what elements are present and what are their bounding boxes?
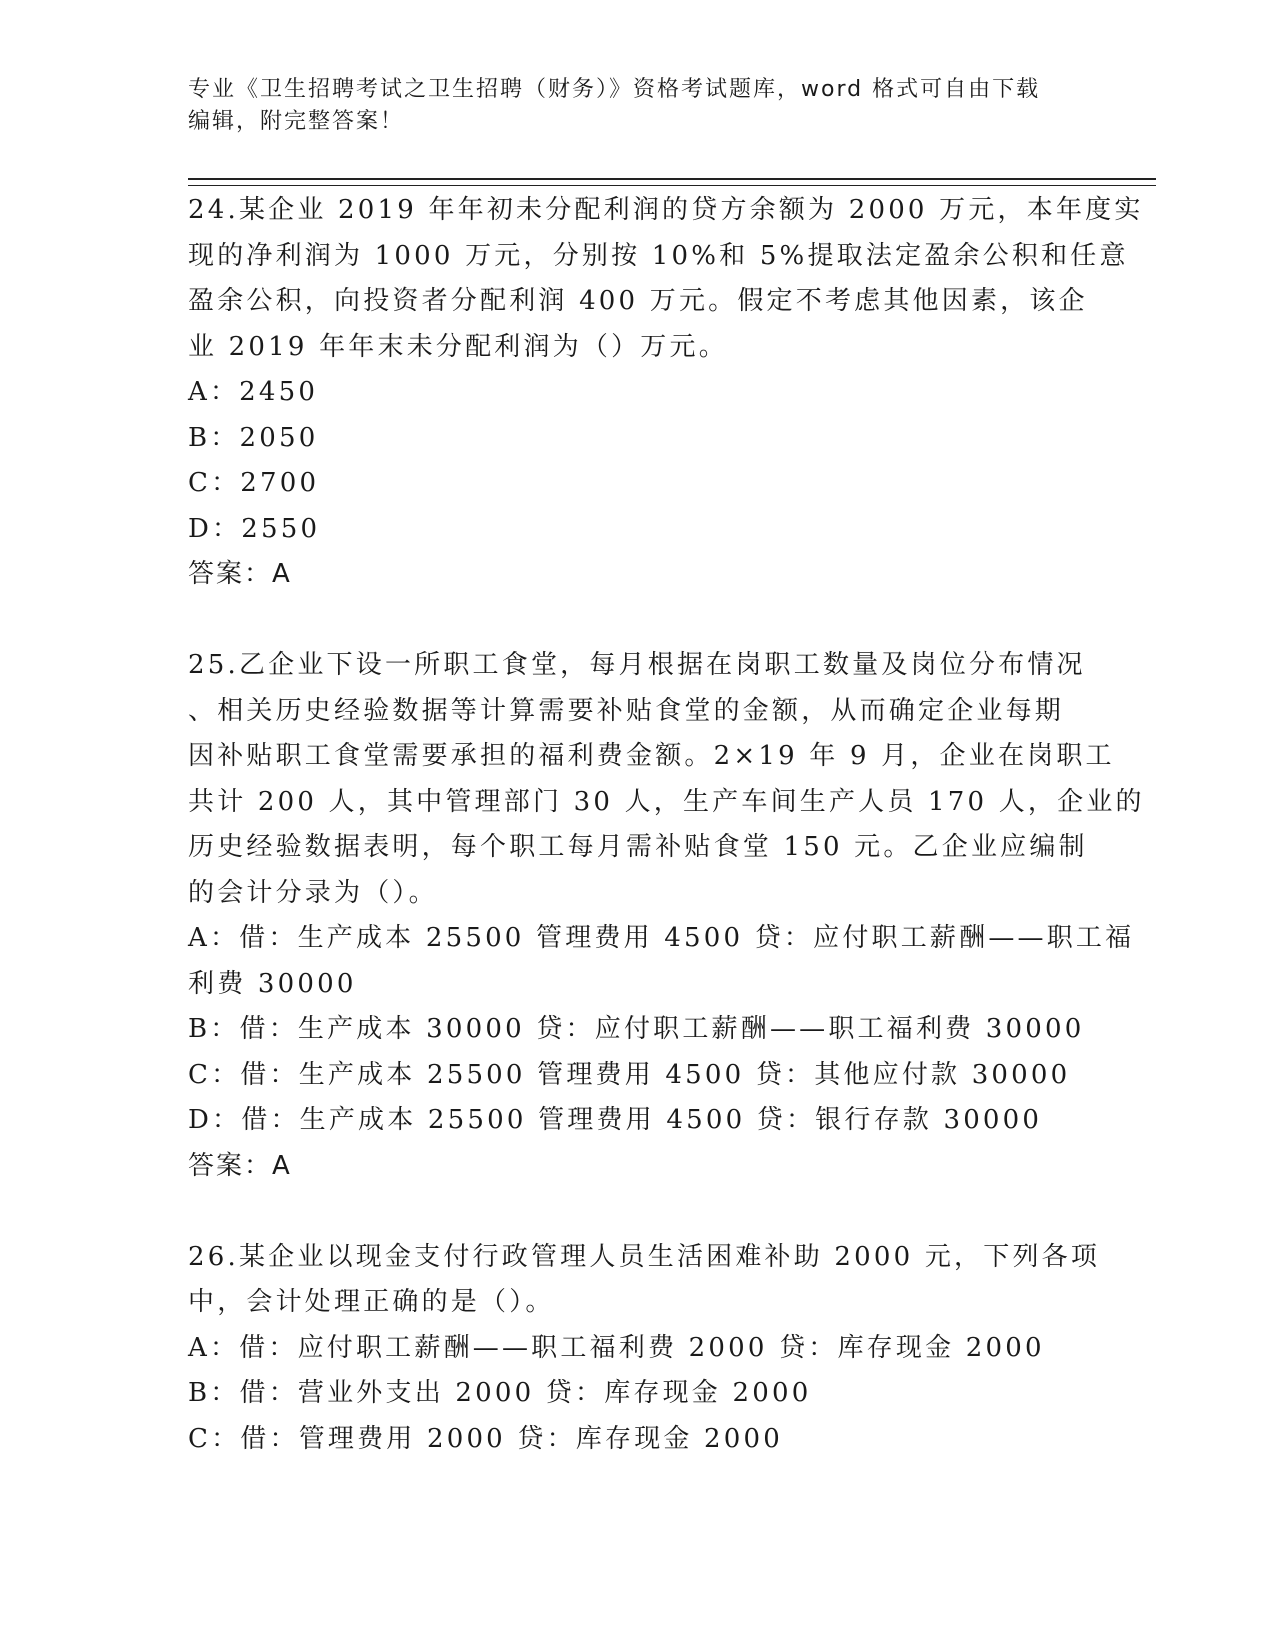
question-stem-line: 24.某企业 2019 年年初未分配利润的贷方余额为 2000 万元，本年度实 <box>188 195 1144 225</box>
document-header <box>188 74 1088 138</box>
header-divider <box>188 178 1156 186</box>
spacer <box>188 598 1088 644</box>
option-b: B：2050 <box>188 422 319 453</box>
option-c: C：借：生产成本 25500 管理费用 4500 贷：其他应付款 30000 <box>188 1059 1071 1090</box>
option-c: C：借：管理费用 2000 贷：库存现金 2000 <box>188 1423 784 1454</box>
answer-label: 答案：A <box>188 1150 292 1181</box>
question-stem-line: 因补贴职工食堂需要承担的福利费金额。2×19 年 9 月，企业在岗职工 <box>188 741 1115 771</box>
question-stem-line: 25.乙企业下设一所职工食堂，每月根据在岗职工数量及岗位分布情况 <box>188 650 1086 680</box>
question-list <box>188 188 1145 1462</box>
question-stem-line: 的会计分录为（）。 <box>188 877 438 908</box>
question-25 <box>188 643 1145 1189</box>
option-b: B：借：营业外支出 2000 贷：库存现金 2000 <box>188 1378 812 1408</box>
question-stem-line: 历史经验数据表明，每个职工每月需补贴食堂 150 元。乙企业应编制 <box>188 832 1088 862</box>
answer-label: 答案：A <box>188 559 292 589</box>
option-a: A：借：应付职工薪酬——职工福利费 2000 贷：库存现金 2000 <box>188 1332 1045 1363</box>
spacer <box>188 1189 1088 1235</box>
question-stem-line: 共计 200 人，其中管理部门 30 人，生产车间生产人员 170 人，企业的 <box>188 786 1145 817</box>
option-a: A：借：生产成本 25500 管理费用 4500 贷：应付职工薪酬——职工福 <box>188 923 1135 953</box>
question-stem-line: 中，会计处理正确的是（）。 <box>188 1287 555 1317</box>
option-d: D：2550 <box>188 513 321 544</box>
question-26 <box>188 1235 1101 1463</box>
header-line-2: 编辑，附完整答案！ <box>188 109 405 134</box>
question-24 <box>188 188 1144 598</box>
option-c: C：2700 <box>188 468 320 498</box>
option-b: B：借：生产成本 30000 贷：应付职工薪酬——职工福利费 30000 <box>188 1014 1085 1044</box>
question-stem-line: 业 2019 年年末未分配利润为（）万元。 <box>188 331 728 362</box>
question-stem-line: 26.某企业以现金支付行政管理人员生活困难补助 2000 元，下列各项 <box>188 1241 1101 1272</box>
question-stem-line: 盈余公积，向投资者分配利润 400 万元。假定不考虑其他因素，该企 <box>188 286 1088 316</box>
option-a: A：2450 <box>188 377 319 407</box>
header-line-1: 专业《卫生招聘考试之卫生招聘（财务）》资格考试题库，word 格式可自由下载 <box>188 77 1041 102</box>
option-d: D：借：生产成本 25500 管理费用 4500 贷：银行存款 30000 <box>188 1105 1043 1135</box>
option-a-continued: 利费 30000 <box>188 968 357 999</box>
question-stem-line: 、相关历史经验数据等计算需要补贴食堂的金额，从而确定企业每期 <box>188 695 1065 726</box>
question-stem-line: 现的净利润为 1000 万元，分别按 10%和 5%提取法定盈余公积和任意 <box>188 240 1129 271</box>
